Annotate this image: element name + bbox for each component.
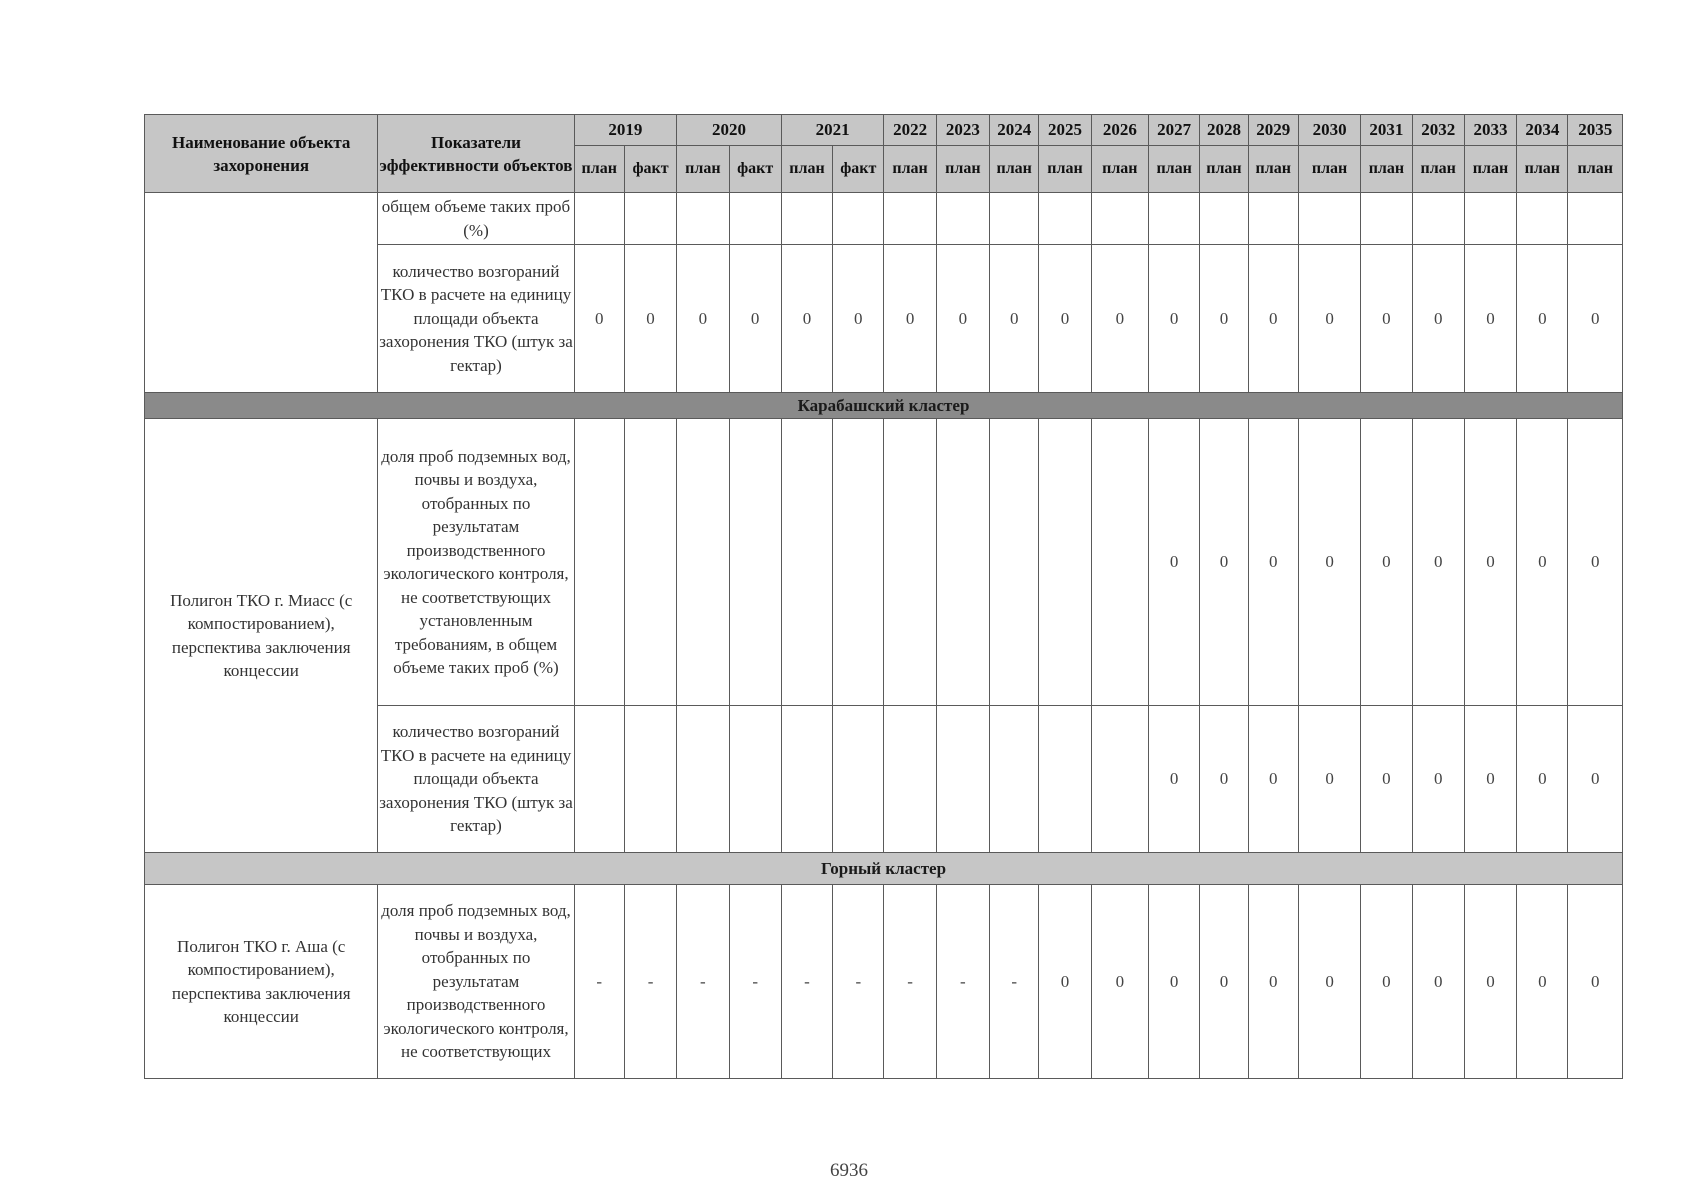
value-cell: 0 (1517, 706, 1568, 853)
value-cell (1412, 193, 1464, 245)
object-name-cell (145, 193, 378, 393)
value-cell: 0 (1517, 885, 1568, 1079)
value-cell (1200, 193, 1248, 245)
header-sub-2019-0: план (574, 146, 624, 193)
object-name-cell: Полигон ТКО г. Аша (с компостированием), перспектива заключения концессии (145, 885, 378, 1079)
value-cell: 0 (1517, 245, 1568, 393)
header-sub-2019-1: факт (624, 146, 676, 193)
value-cell: 0 (1149, 245, 1200, 393)
value-cell: - (781, 885, 832, 1079)
header-sub-2029-0: план (1248, 146, 1298, 193)
value-cell (781, 419, 832, 706)
header-year-2023: 2023 (936, 115, 989, 146)
value-cell (884, 419, 936, 706)
header-year-2035: 2035 (1568, 115, 1623, 146)
value-cell: 0 (574, 245, 624, 393)
header-sub-2035-0: план (1568, 146, 1623, 193)
header-object-name: Наименование объекта захоронения (145, 115, 378, 193)
value-cell (624, 706, 676, 853)
value-cell: 0 (1568, 419, 1623, 706)
cluster-title: Карабашский кластер (145, 393, 1623, 419)
value-cell: 0 (1091, 885, 1148, 1079)
value-cell: 0 (1568, 885, 1623, 1079)
value-cell (936, 706, 989, 853)
value-cell: - (729, 885, 781, 1079)
header-sub-2020-1: факт (729, 146, 781, 193)
value-cell: 0 (1149, 885, 1200, 1079)
value-cell (677, 706, 729, 853)
value-cell: 0 (1298, 419, 1360, 706)
value-cell: - (936, 885, 989, 1079)
value-cell (574, 193, 624, 245)
value-cell: 0 (1361, 419, 1412, 706)
value-cell: 0 (1200, 419, 1248, 706)
header-year-2032: 2032 (1412, 115, 1464, 146)
value-cell: 0 (1412, 245, 1464, 393)
value-cell (1568, 193, 1623, 245)
header-sub-2031-0: план (1361, 146, 1412, 193)
header-sub-2024-0: план (990, 146, 1039, 193)
table-row (145, 419, 1623, 706)
value-cell (1091, 706, 1148, 853)
value-cell (1039, 706, 1091, 853)
value-cell: - (884, 885, 936, 1079)
value-cell: 0 (1200, 706, 1248, 853)
value-cell (990, 706, 1039, 853)
value-cell: - (990, 885, 1039, 1079)
indicator-cell: количество возгораний ТКО в расчете на единицу площади объекта захоронения ТКО (штук за гектар) (378, 706, 574, 853)
value-cell: 0 (1149, 706, 1200, 853)
header-sub-2026-0: план (1091, 146, 1148, 193)
header-sub-2021-1: факт (833, 146, 884, 193)
header-year-2020: 2020 (677, 115, 782, 146)
value-cell: - (574, 885, 624, 1079)
value-cell: 0 (990, 245, 1039, 393)
value-cell: 0 (1464, 885, 1516, 1079)
object-name-cell: Полигон ТКО г. Миасс (с компостированием), перспектива заключения концессии (145, 419, 378, 853)
value-cell: 0 (1200, 245, 1248, 393)
value-cell (990, 193, 1039, 245)
value-cell (1039, 193, 1091, 245)
value-cell (1464, 193, 1516, 245)
cluster-title: Горный кластер (145, 853, 1623, 885)
header-year-2029: 2029 (1248, 115, 1298, 146)
indicator-cell: общем объеме таких проб (%) (378, 193, 574, 245)
value-cell: 0 (1361, 885, 1412, 1079)
value-cell (574, 706, 624, 853)
header-sub-2021-0: план (781, 146, 832, 193)
value-cell: - (677, 885, 729, 1079)
header-year-2033: 2033 (1464, 115, 1516, 146)
value-cell: 0 (1298, 885, 1360, 1079)
value-cell (1517, 193, 1568, 245)
header-year-2031: 2031 (1361, 115, 1412, 146)
value-cell: 0 (936, 245, 989, 393)
value-cell (1298, 193, 1360, 245)
value-cell (1039, 419, 1091, 706)
header-year-2026: 2026 (1091, 115, 1148, 146)
value-cell: 0 (1568, 706, 1623, 853)
value-cell: 0 (833, 245, 884, 393)
value-cell: 0 (1091, 245, 1148, 393)
header-year-2028: 2028 (1200, 115, 1248, 146)
value-cell (1248, 193, 1298, 245)
value-cell: - (624, 885, 676, 1079)
value-cell: 0 (1248, 706, 1298, 853)
value-cell: 0 (1412, 885, 1464, 1079)
header-sub-2027-0: план (1149, 146, 1200, 193)
value-cell (624, 193, 676, 245)
header-years-row (145, 115, 1623, 146)
header-sub-2028-0: план (1200, 146, 1248, 193)
value-cell: 0 (1248, 885, 1298, 1079)
value-cell: 0 (1412, 706, 1464, 853)
page-number: 6936 (830, 1160, 868, 1181)
header-sub-2034-0: план (1517, 146, 1568, 193)
table-row (145, 193, 1623, 245)
header-year-2030: 2030 (1298, 115, 1360, 146)
value-cell (1361, 193, 1412, 245)
value-cell (729, 706, 781, 853)
header-sub-2033-0: план (1464, 146, 1516, 193)
value-cell (781, 193, 832, 245)
header-year-2027: 2027 (1149, 115, 1200, 146)
header-sub-2020-0: план (677, 146, 729, 193)
value-cell: 0 (1298, 245, 1360, 393)
value-cell (729, 419, 781, 706)
value-cell: 0 (884, 245, 936, 393)
value-cell (1149, 193, 1200, 245)
value-cell (677, 419, 729, 706)
value-cell (624, 419, 676, 706)
indicator-cell: доля проб подземных вод, почвы и воздуха, отобранных по результатам производственного экологического контроля, не соответствующих (378, 885, 574, 1079)
value-cell (990, 419, 1039, 706)
header-indicators: Показатели эффективности объектов (378, 115, 574, 193)
value-cell: 0 (781, 245, 832, 393)
value-cell: 0 (1361, 245, 1412, 393)
value-cell: 0 (677, 245, 729, 393)
value-cell (884, 193, 936, 245)
value-cell: 0 (1200, 885, 1248, 1079)
value-cell: 0 (1412, 419, 1464, 706)
header-year-2021: 2021 (781, 115, 884, 146)
value-cell: 0 (1039, 245, 1091, 393)
value-cell (1091, 419, 1148, 706)
indicator-cell: доля проб подземных вод, почвы и воздуха, отобранных по результатам производственного экологического контроля, не соответствующих установленным требованиям, в общем объеме таких проб (%) (378, 419, 574, 706)
value-cell: 0 (1464, 706, 1516, 853)
value-cell: 0 (1248, 419, 1298, 706)
value-cell (884, 706, 936, 853)
value-cell: 0 (1248, 245, 1298, 393)
value-cell (729, 193, 781, 245)
value-cell: 0 (1149, 419, 1200, 706)
indicator-cell: количество возгораний ТКО в расчете на единицу площади объекта захоронения ТКО (штук за гектар) (378, 245, 574, 393)
header-year-2019: 2019 (574, 115, 677, 146)
value-cell (936, 193, 989, 245)
value-cell: 0 (1361, 706, 1412, 853)
header-sub-2023-0: план (936, 146, 989, 193)
value-cell: 0 (624, 245, 676, 393)
cluster-header-row (145, 393, 1623, 419)
header-sub-2030-0: план (1298, 146, 1360, 193)
value-cell: 0 (1568, 245, 1623, 393)
table-row (145, 885, 1623, 1079)
value-cell (833, 706, 884, 853)
value-cell (1091, 193, 1148, 245)
header-year-2024: 2024 (990, 115, 1039, 146)
value-cell: 0 (1039, 885, 1091, 1079)
header-sub-2022-0: план (884, 146, 936, 193)
value-cell: 0 (1464, 419, 1516, 706)
header-year-2022: 2022 (884, 115, 936, 146)
value-cell (936, 419, 989, 706)
table-body (145, 193, 1623, 1079)
value-cell (833, 193, 884, 245)
value-cell (677, 193, 729, 245)
value-cell: 0 (1298, 706, 1360, 853)
header-year-2034: 2034 (1517, 115, 1568, 146)
value-cell: - (833, 885, 884, 1079)
efficiency-table (144, 114, 1623, 1079)
header-sub-2025-0: план (1039, 146, 1091, 193)
header-sub-2032-0: план (1412, 146, 1464, 193)
value-cell: 0 (1464, 245, 1516, 393)
cluster-header-row (145, 853, 1623, 885)
value-cell (574, 419, 624, 706)
value-cell: 0 (1517, 419, 1568, 706)
header-year-2025: 2025 (1039, 115, 1091, 146)
value-cell (833, 419, 884, 706)
value-cell (781, 706, 832, 853)
value-cell: 0 (729, 245, 781, 393)
